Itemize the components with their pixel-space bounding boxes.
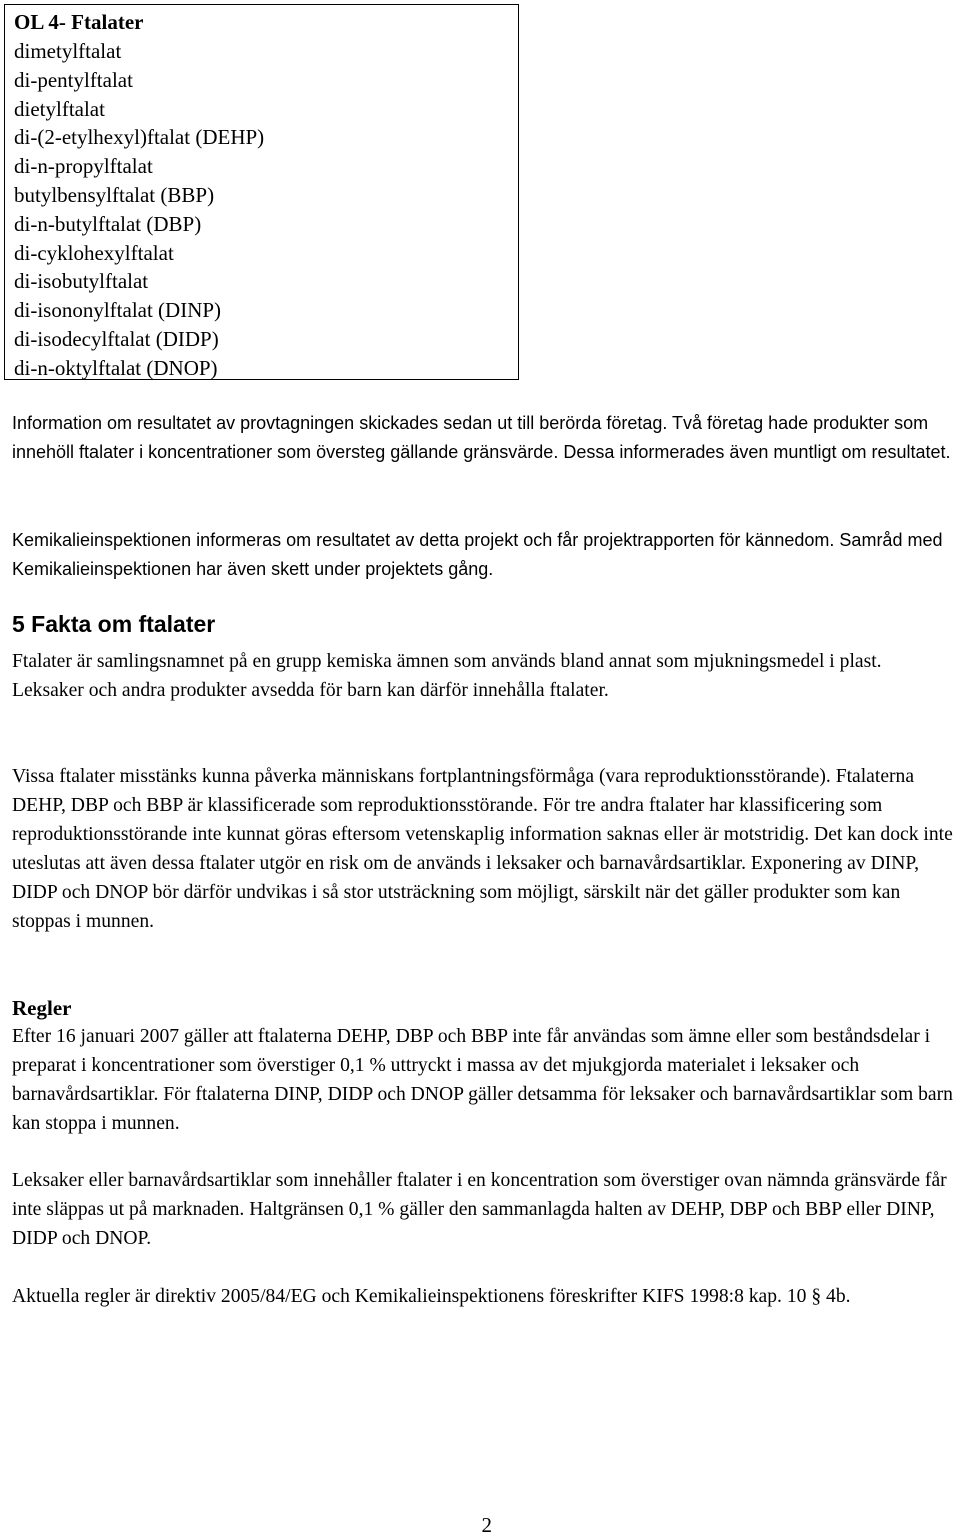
- list-item: di-n-oktylftalat (DNOP): [14, 355, 218, 380]
- list-item: dimetylftalat: [14, 39, 122, 63]
- regler-paragraph-1: Efter 16 januari 2007 gäller att ftalaterna DEHP, DBP och BBP inte får användas som ämne eller som beståndsdelar i preparat i koncentrationer som överstiger 0,1 % uttryckt i massa av det mjukgjorda materialet i leksaker och barnavårdsartiklar. För ftalaterna DINP, DIDP och DNOP gäller detsamma för leksaker och barnavårdsartiklar som barn kan stoppa i munnen.: [12, 1026, 953, 1134]
- info-paragraph: Information om resultatet av provtagningen skickades sedan ut till berörda företag. Två företag hade produkter som innehöll ftalater i koncentrationer som översteg gällande gränsvärde. Dessa informerades även muntligt om resultatet.: [12, 413, 951, 462]
- list-item: di-isononylftalat (DINP): [14, 298, 222, 323]
- regler-paragraph-2: Leksaker eller barnavårdsartiklar som innehåller ftalater i en koncentration som överstiger ovan nämnda gränsvärde får inte släppas ut på marknaden. Haltgränsen 0,1 % gäller den sammanlagda halten av DEHP, DBP och BBP eller DINP, DIDP och DNOP.: [12, 1170, 947, 1249]
- ftalater-definition-paragraph: Ftalater är samlingsnamnet på en grupp kemiska ämnen som används bland annat som mjukningsmedel i plast. Leksaker och andra produkter avsedda för barn kan därför innehålla ftalater.: [12, 651, 882, 701]
- list-item: di-pentylftalat: [14, 67, 133, 92]
- list-item: butylbensylftalat (BBP): [14, 182, 215, 207]
- list-item: di-n-butylftalat (DBP): [14, 211, 202, 236]
- list-item: di-cyklohexylftalat: [14, 240, 174, 265]
- list-item: di-isobutylftalat: [14, 269, 149, 294]
- regler-paragraph-3: Aktuella regler är direktiv 2005/84/EG och Kemikalieinspektionens föreskrifter KIFS 1998:8 kap. 10 § 4b.: [12, 1286, 851, 1307]
- health-risk-paragraph: Vissa ftalater misstänks kunna påverka människans fortplantningsförmåga (vara reproduktionsstörande). Ftalaterna DEHP, DBP och BBP är klassificerade som reproduktionsstörande. För tre andra ftalater har klassificering som reproduktionsstörande inte kunnat göras eftersom vetenskaplig information saknas eller är motstridig. Det kan dock inte uteslutas att även dessa ftalater utgör en risk om de används i leksaker och barnavårdsartiklar. Exponering av DINP, DIDP och DNOP bör därför undvikas i så stor utsträckning som möjligt, särskilt när det gäller produkter som kan stoppas i munnen.: [12, 766, 953, 932]
- list-item: di-isodecylftalat (DIDP): [14, 326, 219, 351]
- list-item: di-n-propylftalat: [14, 154, 153, 179]
- list-item: di-(2-etylhexyl)ftalat (DEHP): [14, 125, 265, 150]
- section-heading: 5 Fakta om ftalater: [12, 611, 216, 637]
- ftalater-list: [14, 37, 518, 383]
- kemikalieinspektionen-paragraph: Kemikalieinspektionen informeras om resultatet av detta projekt och får projektrapporten för kännedom. Samråd med Kemikalieinspektionen har även skett under projektets gång.: [12, 530, 943, 579]
- ftalater-list-box: [4, 4, 519, 380]
- list-box-title: OL 4- Ftalater: [14, 10, 144, 34]
- list-item: dietylftalat: [14, 96, 105, 121]
- regler-heading: Regler: [12, 996, 72, 1020]
- page-number: 2: [481, 1513, 492, 1537]
